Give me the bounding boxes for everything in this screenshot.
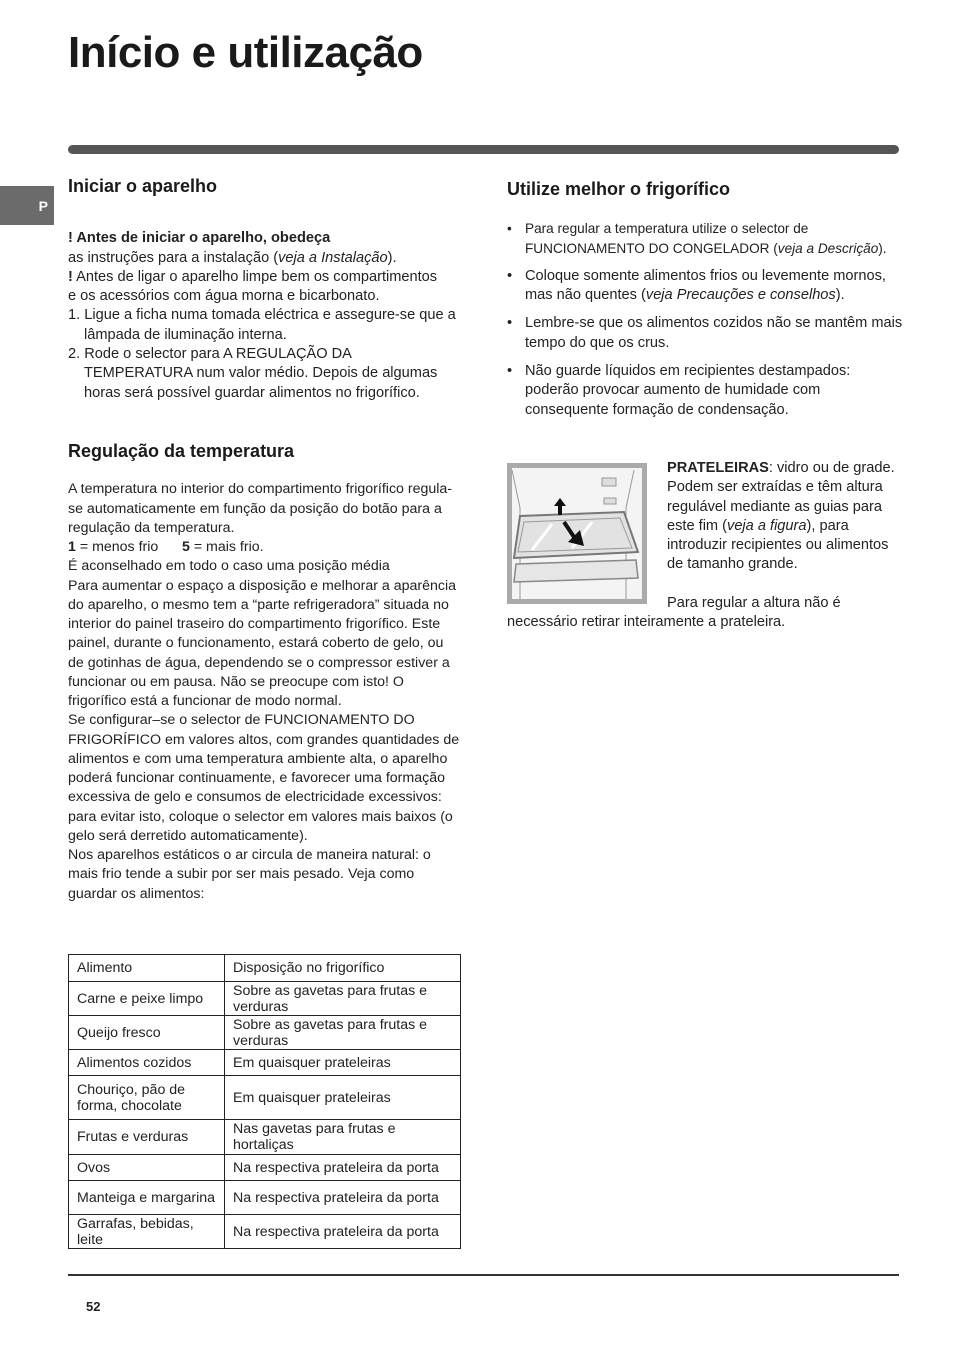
temperature-p3: Se configurar–se o selector de FUNCIONAMENTO DO FRIGORÍFICO em valores altos, com grandes quantidades de alimentos e com uma temperatura ambiente alta, o aparelho poderá funcionar continuamente, e favorecer uma formação excessiva de gelo e consumos de electricidade excessivos: para evitar isto, coloque o selector em valores mais baixos (o gelo será derretido automaticamente). [68,712,460,844]
bullet-3: • Lembre-se que os alimentos cozidos não se mantêm mais tempo do que os crus. [507,314,903,353]
table-header: Alimento [69,955,225,982]
temperature-text [68,480,460,904]
bullet-4: • Não guarde líquidos em recipientes destampados: poderão provocar aumento de humidade com consequente formação de condensação. [507,362,903,420]
bullet-2: • Coloque somente alimentos frios ou levemente mornos, mas não quentes (veja Precauções e conselhos). [507,267,903,306]
page-title: Início e utilização [68,28,423,77]
shelves-text: PRATELEIRAS: vidro ou de grade. Podem ser extraídas e têm altura regulável mediante as guias para este fim (veja a figura), para introduzir recipientes ou alimentos de tamanho grande. [667,460,895,573]
temperature-intro: A temperatura no interior do compartimento frigorífico regula-se automaticamente em função da posição do botão para a regulação da temperatura. [68,481,453,536]
left-column [68,177,460,904]
best-use-heading: Utilize melhor o frigorífico [507,179,731,199]
table-row: Frutas e verduras Nas gavetas para frutas e hortaliças [69,1120,461,1155]
top-divider [68,145,899,154]
temperature-scale: 1 = menos frio 5 = mais frio. [68,539,264,556]
shelves-text-end: Para regular a altura não é necessário retirar inteiramente a prateleira. [507,595,841,631]
warning-2: ! Antes de ligar o aparelho limpe bem os compartimentos e os acessórios com água morna e bicarbonato. [68,268,438,305]
table-row: Manteiga e margarina Na respectiva prateleira da porta [69,1181,461,1215]
bullet-1: • Para regular a temperatura utilize o selector de FUNCIONAMENTO DO CONGELADOR (veja a Descrição). [507,219,903,258]
table-row: Alimentos cozidos Em quaisquer prateleiras [69,1050,461,1076]
temperature-p2: Para aumentar o espaço a disposição e melhorar a aparência do aparelho, o mesmo tem a “parte refrigeradora” situada no interior do painel traseiro do compartimento frigorífico. Este painel, durante o funcionamento, estará coberto de gelo, ou de gotinhas de água, dependendo se o compressor estiver a funcionar ou em pausa. Não se preocupe com isto! O frigorífico está a funcionar de modo normal. [68,577,457,710]
start-heading: Iniciar o aparelho [68,176,218,196]
warning-1: ! Antes de iniciar o aparelho, obedeça as instruções para a instalação (veja a Instalação). [68,230,397,266]
table-row: Queijo fresco Sobre as gavetas para frutas e verduras [69,1016,461,1050]
table-row: Carne e peixe limpo Sobre as gavetas para frutas e verduras [69,982,461,1016]
bottom-divider [68,1274,899,1276]
shelf-illustration [512,468,642,599]
table-row: Ovos Na respectiva prateleira da porta [69,1155,461,1181]
step-2: 2. Rode o selector para A REGULAÇÃO DA TEMPERATURA num valor médio. Depois de algumas horas será possível guardar alimentos no frigorífico. [68,346,438,401]
shelves-label: PRATELEIRAS [667,460,769,476]
storage-table [68,954,461,1249]
language-tab: P [0,186,54,225]
table-header: Disposição no frigorífico [225,955,461,982]
warning-1-bold: Antes de iniciar o aparelho, obedeça [76,230,331,247]
right-column [507,180,903,420]
temperature-p1: É aconselhado em todo o caso uma posição média [68,558,390,575]
step-1: 1. Ligue a ficha numa tomada eléctrica e assegure-se que a lâmpada de iluminação interna. [68,307,456,343]
table-row: Chouriço, pão de forma, chocolate Em quaisquer prateleiras [69,1076,461,1120]
temperature-heading: Regulação da temperatura [68,440,295,461]
table-row: Garrafas, bebidas, leite Na respectiva prateleira da porta [69,1215,461,1249]
shelf-figure [507,463,647,604]
page-number: 52 [86,1299,101,1314]
temperature-p4: Nos aparelhos estáticos o ar circula de maneira natural: o mais frio tende a subir por ser mais pesado. Veja como guardar os alimentos: [68,847,431,902]
table-header-row [69,955,461,982]
